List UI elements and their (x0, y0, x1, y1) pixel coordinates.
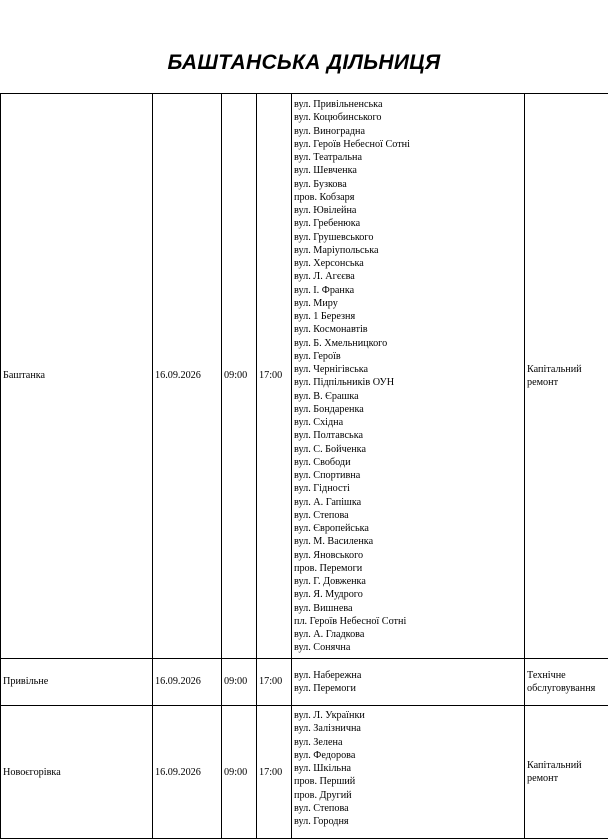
start-time-cell: 09:00 (222, 94, 257, 659)
street-item: вул. Г. Довженка (294, 575, 524, 588)
street-item: вул. Спортивна (294, 469, 524, 482)
street-item: вул. Херсонська (294, 257, 524, 270)
work-type-line: Капітальний (527, 759, 608, 772)
streets-cell (292, 706, 525, 839)
street-item: вул. Космонавтів (294, 323, 524, 336)
street-item: вул. Ювілейна (294, 204, 524, 217)
street-item: вул. Грушевського (294, 231, 524, 244)
table-body (1, 94, 608, 839)
street-item: вул. Театральна (294, 151, 524, 164)
end-time-cell: 17:00 (257, 706, 292, 839)
street-item: вул. Європейська (294, 522, 524, 535)
street-item: вул. Підпільників ОУН (294, 376, 524, 389)
end-time-cell: 17:00 (257, 94, 292, 659)
page-title: БАШТАНСЬКА ДІЛЬНИЦЯ (0, 48, 608, 78)
end-time-cell: 17:00 (257, 658, 292, 706)
street-item: вул. В. Єрашка (294, 390, 524, 403)
table-row (1, 706, 608, 839)
place-cell: Баштанка (1, 94, 153, 659)
street-item: пров. Кобзаря (294, 191, 524, 204)
street-item: вул. Степова (294, 802, 524, 815)
street-item: вул. Свободи (294, 456, 524, 469)
street-item: пров. Перший (294, 775, 524, 788)
street-item: вул. Сонячна (294, 641, 524, 654)
outage-schedule-table (0, 93, 608, 839)
street-item: вул. Федорова (294, 749, 524, 762)
work-type-line: ремонт (527, 376, 608, 389)
street-item: вул. Л. Українки (294, 709, 524, 722)
work-type-line: Капітальний (527, 363, 608, 376)
street-item: вул. Яновського (294, 549, 524, 562)
street-item: вул. Набережна (294, 669, 524, 682)
work-type-cell (525, 94, 608, 659)
streets-cell (292, 94, 525, 659)
street-item: вул. Коцюбинського (294, 111, 524, 124)
street-item: вул. Привільненська (294, 98, 524, 111)
street-item: вул. Б. Хмельницкого (294, 337, 524, 350)
date-cell: 16.09.2026 (153, 94, 222, 659)
street-item: вул. Перемоги (294, 682, 524, 695)
street-item: вул. Шевченка (294, 164, 524, 177)
street-item: вул. Залізнична (294, 722, 524, 735)
street-item: вул. Гідності (294, 482, 524, 495)
street-item: вул. Зелена (294, 736, 524, 749)
street-item: пров. Другий (294, 789, 524, 802)
street-item: вул. Героїв (294, 350, 524, 363)
start-time-cell: 09:00 (222, 658, 257, 706)
street-item: вул. А. Гапішка (294, 496, 524, 509)
street-item: вул. Бондаренка (294, 403, 524, 416)
street-item: вул. Бузкова (294, 178, 524, 191)
street-item: вул. Шкільна (294, 762, 524, 775)
street-item: вул. І. Франка (294, 284, 524, 297)
street-item: вул. Степова (294, 509, 524, 522)
work-type-line: обслуговування (527, 682, 608, 695)
work-type-line: Технічне (527, 669, 608, 682)
start-time-cell: 09:00 (222, 706, 257, 839)
street-item: вул. Східна (294, 416, 524, 429)
street-item: вул. Я. Мудрого (294, 588, 524, 601)
street-item: вул. Героїв Небесної Сотні (294, 138, 524, 151)
street-item: вул. Л. Агєєва (294, 270, 524, 283)
table-row (1, 94, 608, 659)
table-row (1, 658, 608, 706)
work-type-cell (525, 658, 608, 706)
street-item: вул. Чернігівська (294, 363, 524, 376)
street-item: вул. А. Гладкова (294, 628, 524, 641)
streets-cell (292, 658, 525, 706)
street-item: вул. С. Бойченка (294, 443, 524, 456)
place-cell: Привільне (1, 658, 153, 706)
work-type-line: ремонт (527, 772, 608, 785)
street-item: вул. 1 Березня (294, 310, 524, 323)
date-cell: 16.09.2026 (153, 658, 222, 706)
street-item: вул. Вишнева (294, 602, 524, 615)
street-item: вул. Городня (294, 815, 524, 828)
street-item: пров. Перемоги (294, 562, 524, 575)
work-type-cell (525, 706, 608, 839)
place-cell: Новоєгорівка (1, 706, 153, 839)
date-cell: 16.09.2026 (153, 706, 222, 839)
street-item: вул. Миру (294, 297, 524, 310)
street-item: вул. М. Василенка (294, 535, 524, 548)
street-item: вул. Маріупольська (294, 244, 524, 257)
street-item: вул. Гребенюка (294, 217, 524, 230)
street-item: пл. Героїв Небесної Сотні (294, 615, 524, 628)
street-item: вул. Виноградна (294, 125, 524, 138)
street-item: вул. Полтавська (294, 429, 524, 442)
